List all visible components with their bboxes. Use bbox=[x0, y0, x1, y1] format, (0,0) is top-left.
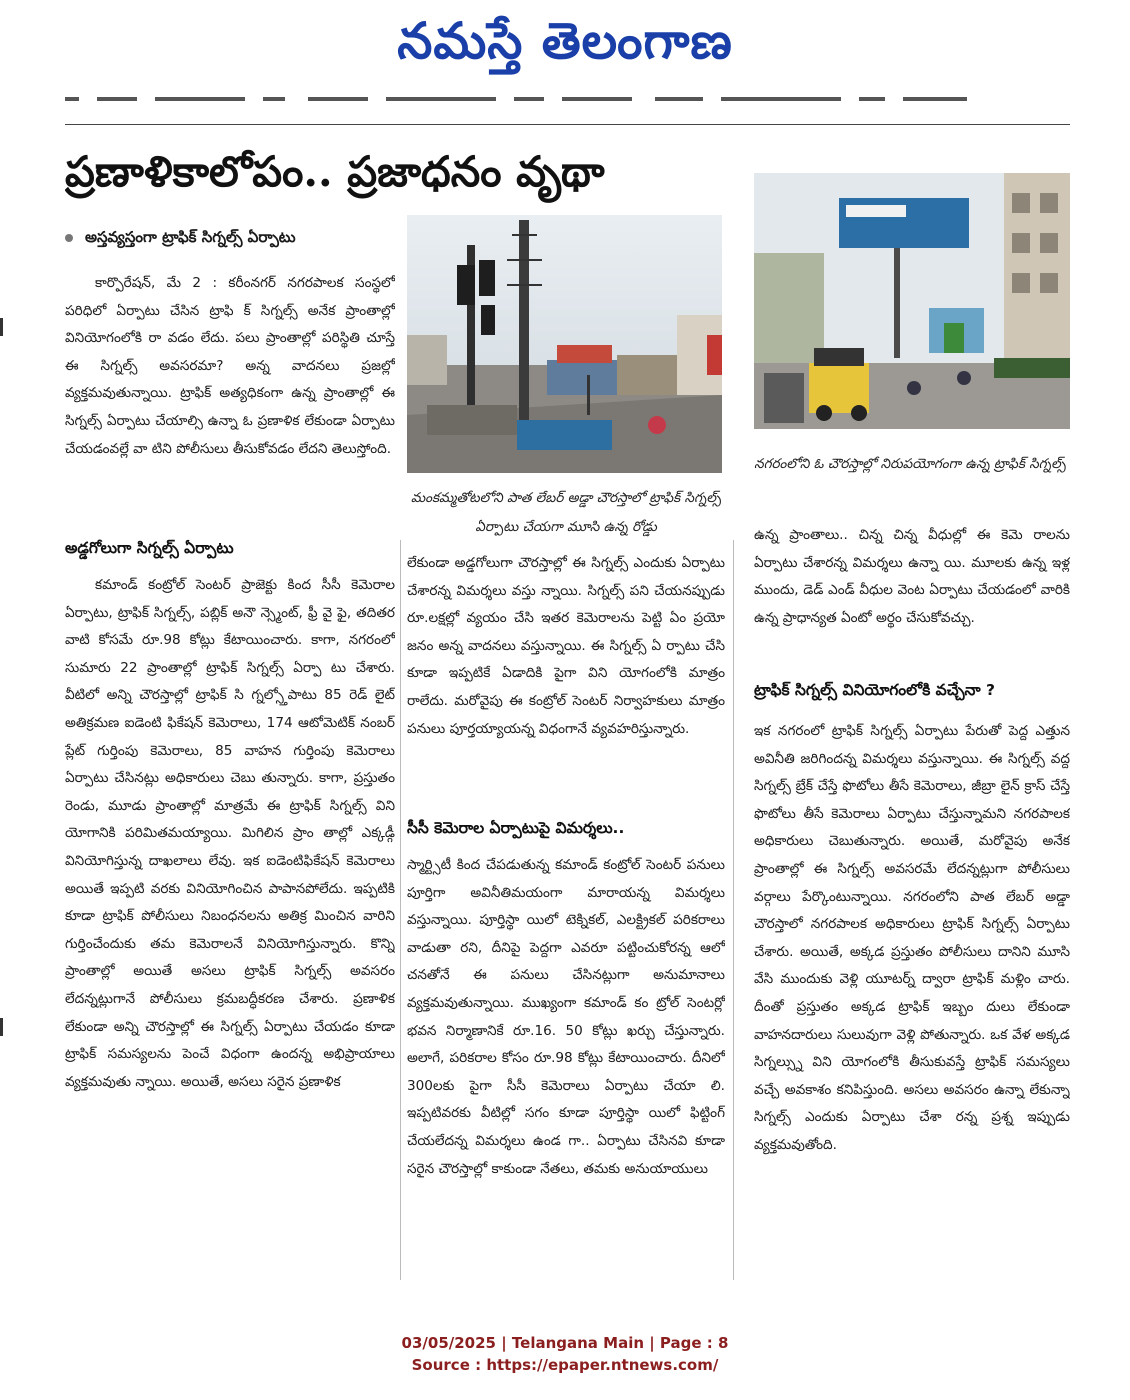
column1-lead-text: కార్పొరేషన్, మే 2 : కరీంనగర్ నగరపాలక సంస్థలో పరిధిలో ఏర్పాటు చేసిన ట్రాఫి క్ సిగ్నల్స్ అనేక ప్రాంతాల్లో వినియోగంలోకి రా వడం లేదు. పలు ప్రాంతాల్లో పరిస్థితి చూస్తే ఈ సిగ్నల్స్ అవసరమా? అన్న వాదనలు ప్రజల్లో వ్యక్తమవుతున్నాయి. ట్రాఫిక్ అత్యధికంగా ఉన్న ప్రాంతాల్లో ఈ సిగ్నల్స్ ఏర్పాటు చేయాల్సి ఉన్నా ఓ ప్రణాళిక లేకుండా ఏర్పాటు చేయడంవల్లే వా టిని పోలీసులు తీసుకోవడం లేదని తెలుస్తోంది. bbox=[65, 275, 395, 457]
photo-labor-adda-junction bbox=[407, 215, 722, 473]
column3-subhead: ట్రాఫిక్ సిగ్నల్స్ వినియోగంలోకి వచ్చేనా ? bbox=[754, 681, 995, 699]
column2-body2-text: స్మార్ట్సిటీ కింద చేపడుతున్న కమాండ్ కంట్రోల్ సెంటర్ పనులు పూర్తిగా అవినీతిమయంగా మారాయన్న విమర్శలు వస్తున్నాయి. పూర్తిస్థా యిలో టెక్నికల్, ఎలక్ట్రికల్ పరికరాలు వాడుతా రని, దీనిపై పెద్దగా ఎవరూ పట్టించుకోరన్న ఆలో చనతోనే ఈ పనులు చేసినట్లుగా అనుమానాలు వ్యక్తమవుతున్నాయి. ముఖ్యంగా కమాండ్ కం ట్రోల్ సెంటర్లో భవన నిర్మాణానికే రూ.16. 50 కోట్లు ఖర్చు చేస్తున్నారు. అలాగే, పరికరాల కోసం రూ.98 కోట్లు కేటాయించారు. దీనిలో 300లకు పైగా సీసీ కెమెరాలు ఏర్పాటు చేయా లి. ఇప్పటివరకు వీటిల్లో సగం కూడా పూర్తిస్థా యిలో ఫిట్టింగ్ చేయలేదన్న విమర్శలు ఉండ గా.. ఏర్పాటు చేసినవి కూడా సరైన చౌరస్తాల్లో కాకుండా నేతలు, తమకు అనుయాయులు bbox=[407, 857, 725, 1177]
photo-city-junction bbox=[754, 173, 1070, 429]
photo-right-caption: నగరంలోని ఓ చౌరస్తాల్లో నిరుపయోగంగా ఉన్న ట్రాఫిక్ సిగ్నల్స్ bbox=[754, 456, 1066, 472]
column1-subhead: అడ్డగోలుగా సిగ్నల్స్ ఏర్పాటు bbox=[65, 539, 234, 557]
page-footer bbox=[0, 1332, 1130, 1376]
masthead bbox=[0, 0, 1130, 85]
bullet-icon bbox=[65, 234, 73, 242]
footer-date-edition: 03/05/2025 | Telangana Main | Page : 8 bbox=[401, 1334, 729, 1352]
cropped-text-strip bbox=[65, 92, 1070, 106]
column3-body bbox=[754, 522, 1070, 662]
column-divider bbox=[733, 540, 734, 1280]
subheadline bbox=[65, 225, 395, 249]
street-photo-illustration bbox=[754, 173, 1070, 429]
column1-lead bbox=[65, 270, 395, 522]
photo-center-caption: మంకమ్మతోటలోని పాత లేబర్ అడ్డా చౌరస్తాలో ట్రాఫిక్ సిగ్నల్స్ ఏర్పాటు చేయగా మూసి ఉన్న రోడ్డు bbox=[410, 490, 722, 535]
column1-body bbox=[65, 572, 395, 1282]
footer-source-link[interactable]: Source : https://epaper.ntnews.com/ bbox=[411, 1356, 719, 1374]
top-rule bbox=[65, 124, 1070, 125]
subheadline-text: అస్తవ్యస్తంగా ట్రాఫిక్ సిగ్నల్స్ ఏర్పాటు bbox=[85, 228, 296, 246]
headline: ప్రణాళికాలోపం.. ప్రజాధనం వృథా bbox=[65, 147, 605, 196]
column-divider bbox=[400, 540, 401, 1280]
street-photo-illustration bbox=[407, 215, 722, 473]
column2-subhead: సీసీ కెమెరాల ఏర్పాటుపై విమర్శలు.. bbox=[407, 819, 625, 837]
column3-body-text: ఉన్న ప్రాంతాలు.. చిన్న చిన్న వీధుల్లో ఈ కెమె రాలను ఏర్పాటు చేశారన్న విమర్శలు ఉన్నా యి. మూలకు ఉన్న ఇళ్ల ముందు, డెడ్ ఎండ్ వీధుల వెంట ఏర్పాటు చేయడంలో వారికి ఉన్న ప్రాధాన్యత ఏంటో అర్థం చేసుకోవచ్చు. bbox=[754, 527, 1070, 626]
page-edge-mark bbox=[0, 1018, 3, 1036]
column2-body-text: లేకుండా అడ్డగోలుగా చౌరస్తాల్లో ఈ సిగ్నల్స్ ఎందుకు ఏర్పాటు చేశారన్న విమర్శలు వస్తు న్నాయి. సిగ్నల్స్ పని చేయనప్పుడు రూ.లక్షల్లో వ్యయం చేసి ఇతర కెమెరాలను పెట్టి ఏం ప్రయో జనం అన్న వాదనలు వస్తున్నాయి. ఈ సిగ్నల్స్ ఏ ర్పాటు చేసి కూడా ఇప్పటికే ఏడాదికి పైగా విని యోగంలోకి మాత్రం రాలేదు. మరోవైపు ఈ కంట్రోల్ సెంటర్ నిర్వాహకులు మాత్రం పనులు పూర్తయ్యాయన్న విధంగానే వ్యవహరిస్తున్నారు. bbox=[407, 555, 725, 737]
column2-body2 bbox=[407, 852, 725, 1282]
column3-body2 bbox=[754, 718, 1070, 1282]
newspaper-logo: నమస్తే తెలంగాణ bbox=[397, 11, 733, 70]
column2-body bbox=[407, 550, 725, 800]
page-edge-mark bbox=[0, 318, 3, 336]
column3-body2-text: ఇక నగరంలో ట్రాఫిక్ సిగ్నల్స్ ఏర్పాటు పేరుతో పెద్ద ఎత్తున అవినీతి జరిగిందన్న విమర్శలు వస్తున్నాయి. ఈ సిగ్నల్స్ వద్ద సిగ్నల్స్ బ్రేక్ చేస్తే ఫొటోలు తీసే కెమెరాలు, జీబ్రా లైన్ క్రాస్ చేస్తే ఫొటోలు తీసే కెమెరాలు ఏర్పాటు చేస్తున్నామని నగరపాలక అధికారులు చెబుతున్నారు. అయితే, మరోవైపు అనేక ప్రాంతాల్లో ఈ సిగ్నల్స్ అవసరమే లేదన్నట్లుగా పోలీసులు వర్గాలు పేర్కొంటున్నాయి. నగరంలోని పాత లేబర్ అడ్డా చౌరస్తాలో నగరపాలక అధికారులు ట్రాఫిక్ సిగ్నల్స్ ఏర్పాటు చేశారు. అయితే, అక్కడ ప్రస్తుతం పోలీసులు దానిని మూసి వేసి ముందుకు వెళ్లి యూటర్న్ ద్వారా ట్రాఫిక్ మళ్లిం చారు. దీంతో ప్రస్తుతం అక్కడ ట్రాఫిక్ ఇబ్బం దులు లేకుండా వాహనదారులు సులువుగా వెళ్లి పోతున్నారు. ఒక వేళ అక్కడ సిగ్నల్స్ను విని యోగంలోకి తీసుకువస్తే ట్రాఫిక్ సమస్యలు వచ్చే అవకాశం కనిపిస్తుంది. అసలు అవసరం ఉన్నా లేకున్నా సిగ్నల్స్ ఎందుకు ఏర్పాటు చేశా రన్న ప్రశ్న ఇప్పుడు వ్యక్తమవుతోంది. bbox=[754, 723, 1070, 1153]
column1-body-text: కమాండ్ కంట్రోల్ సెంటర్ ప్రాజెక్టు కింద సీసీ కెమెరాల ఏర్పాటు, ట్రాఫిక్ సిగ్నల్స్, పబ్లిక్ అనౌ న్స్మెంట్, ఫ్రీ వై ఫై, తదితర వాటి కోసమే రూ.98 కోట్లు కేటాయించారు. కాగా, నగరంలో సుమారు 22 ప్రాంతాల్లో ట్రాఫిక్ సిగ్నల్స్ ఏర్పా టు చేశారు. వీటిలో అన్ని చౌరస్తాల్లో ట్రాఫిక్ సి గ్నల్స్తోపాటు 85 రెడ్ లైట్ అతిక్రమణ ఐడెంటి ఫికేషన్ కెమెరాలు, 174 ఆటోమెటిక్ నంబర్ ప్లేట్ గుర్తింపు కెమెరాలు, 85 వాహన గుర్తింపు కెమెరాలు ఏర్పాటు చేసినట్లు అధికారులు చెబు తున్నారు. కాగా, ప్రస్తుతం రెండు, మూడు ప్రాంతాల్లో మాత్రమే ఈ ట్రాఫిక్ సిగ్నల్స్ విని యోగానికి పరిమితమయ్యాయి. మిగిలిన ప్రాం తాల్లో ఎక్కడ్గీ వినియోగిస్తున్న దాఖలాలు లేవు. ఇక ఐడెంటిఫికేషన్ కెమెరాలు అయితే ఇప్పటి వరకు వినియోగించిన పాపానపోలేదు. ఇప్పటికి కూడా ట్రాఫిక్ పోలీసులు నిబంధనలను అతిక్ర మించిన వారిని గుర్తించేందుకు తమ కెమెరాలనే వినియోగిస్తున్నారు. కొన్ని ప్రాంతాల్లో అయితే అసలు ట్రాఫిక్ సిగ్నల్స్ అవసరం లేదన్నట్లుగానే పోలీసులు క్రమబద్ధీకరణ చేశారు. ప్రణాళిక లేకుండా అన్ని చౌరస్తాల్లో ఈ సిగ్నల్స్ ఏర్పాటు చేయడం కూడా ట్రాఫిక్ సమస్యలను పెంచే విధంగా ఉందన్న అభిప్రాయాలు వ్యక్తమవుతు న్నాయి. అయితే, అసలు సరైన ప్రణాళిక bbox=[65, 577, 395, 1090]
